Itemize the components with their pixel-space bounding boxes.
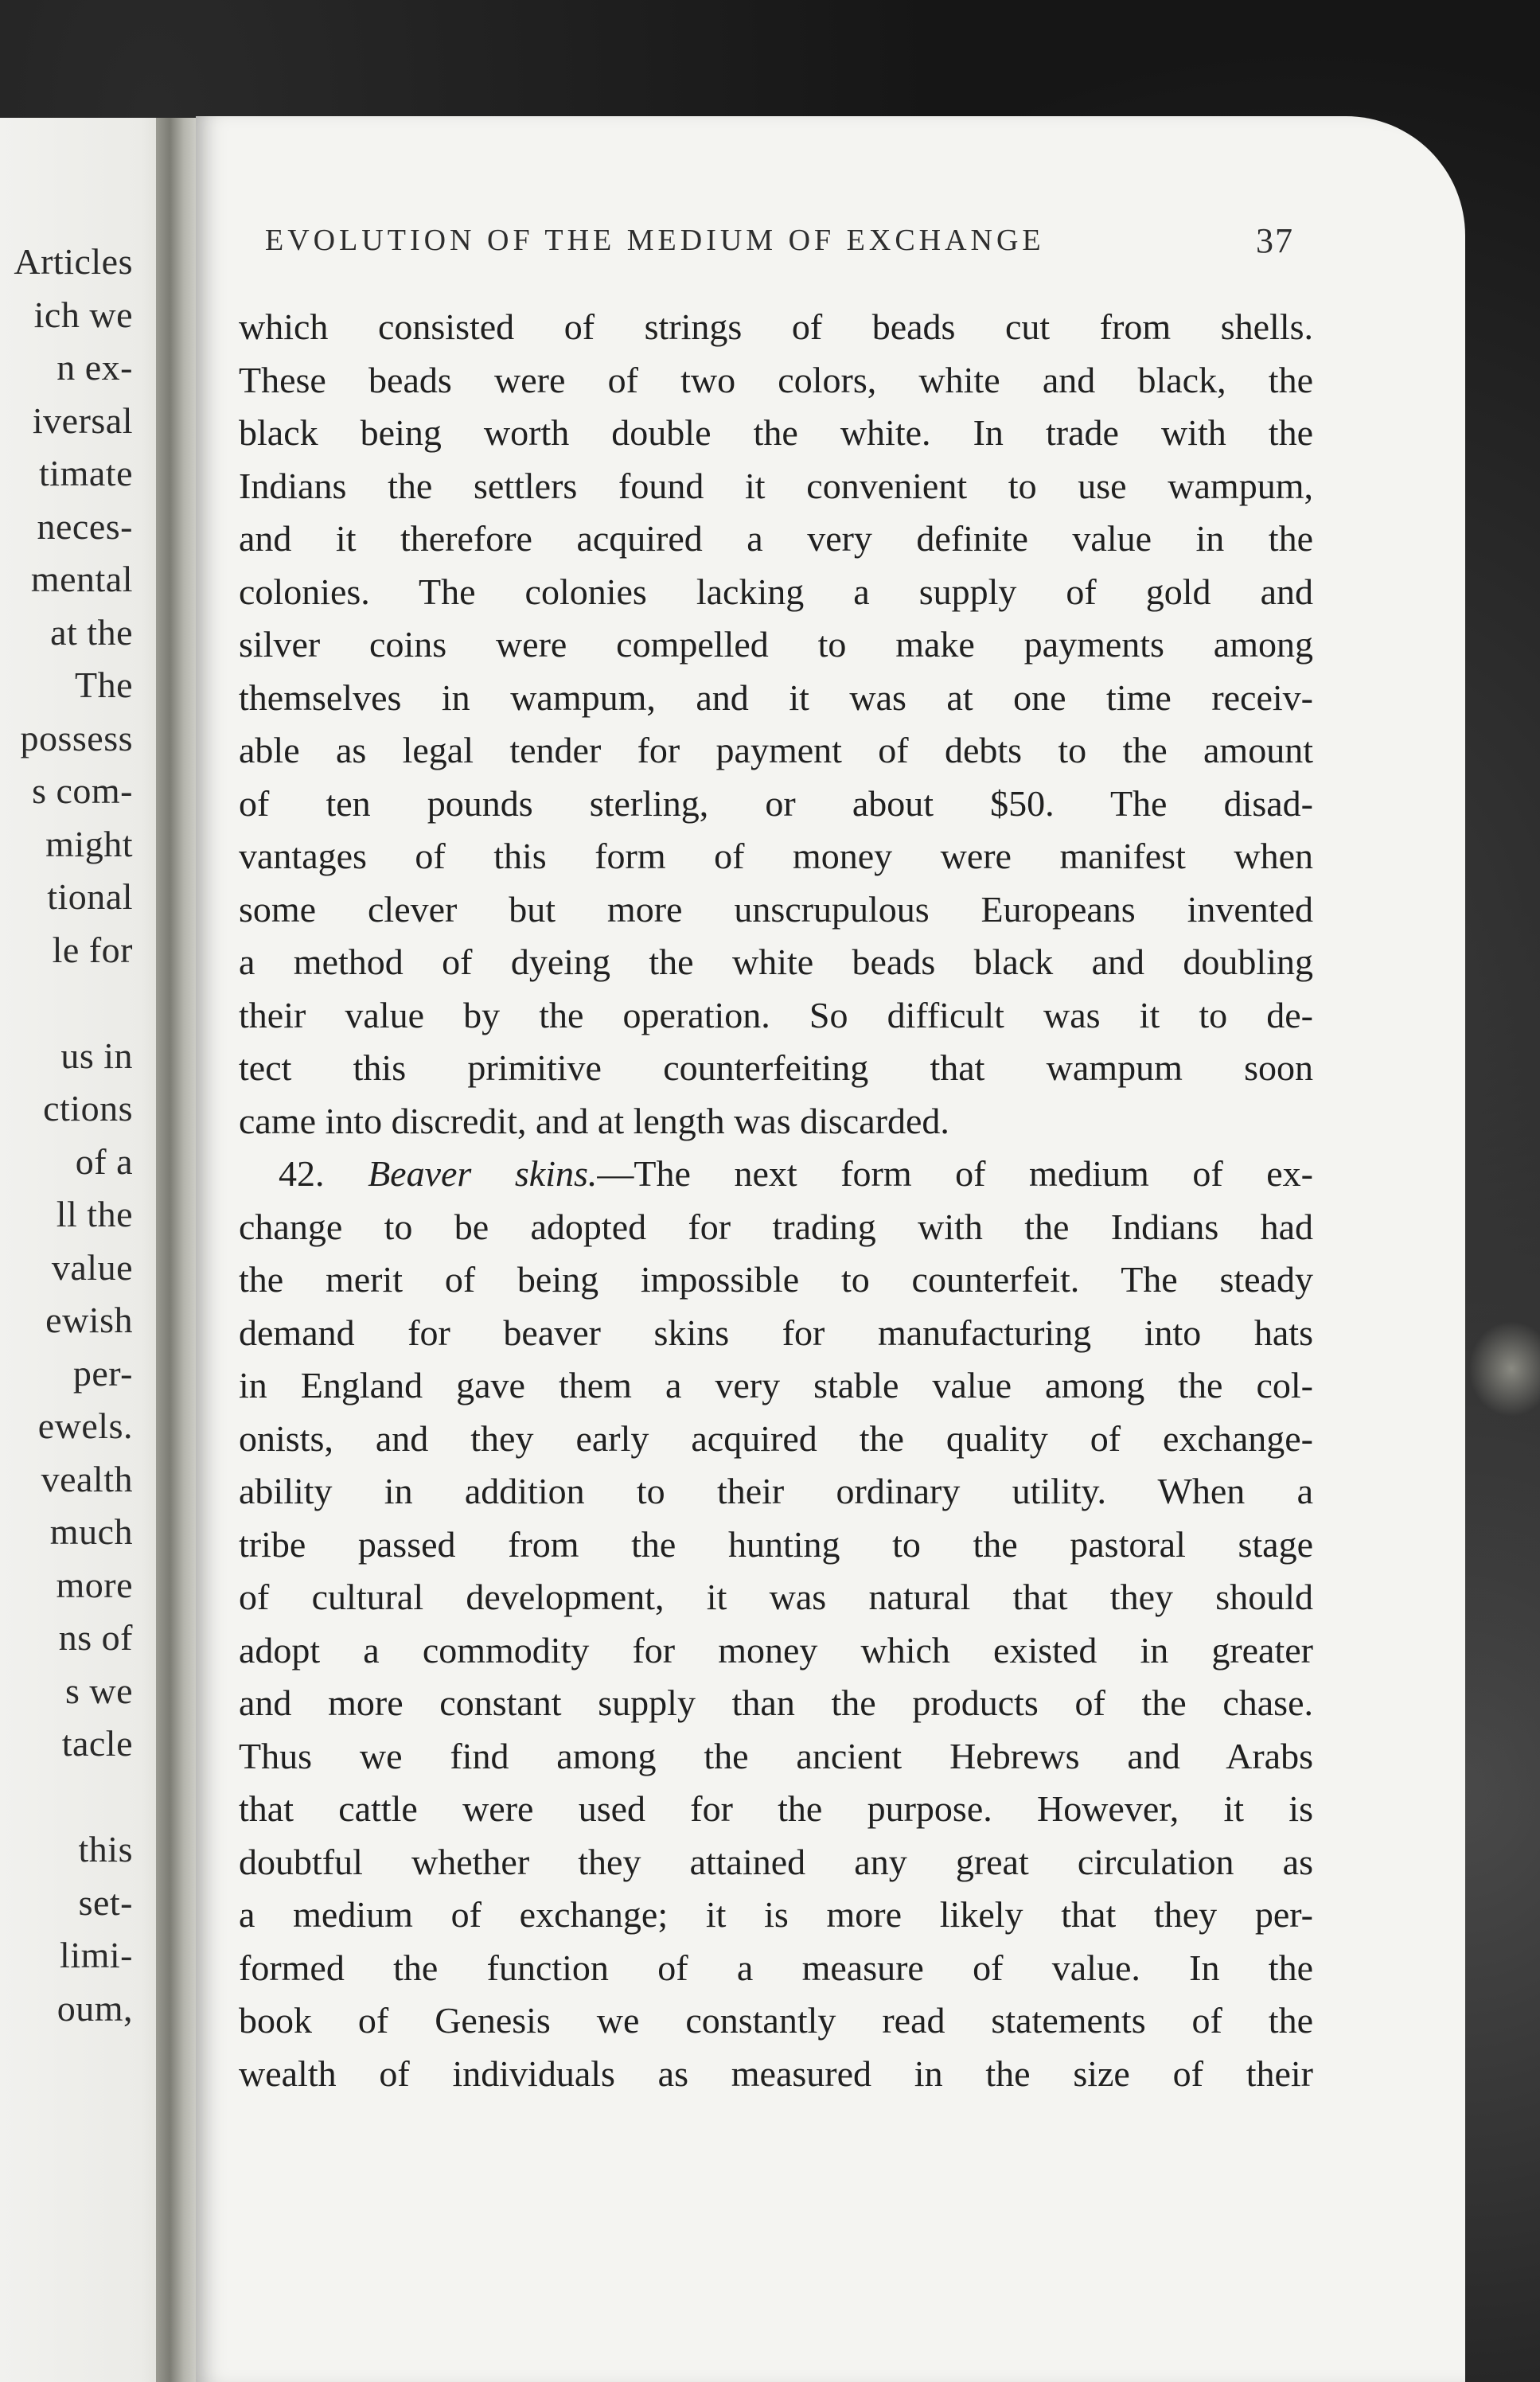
left-page-line: of a [75,1140,133,1182]
left-page-line: s com- [32,770,133,811]
left-page-line: Articles [14,241,133,282]
text-line: silver coins were compelled to make payments among [239,624,1313,665]
text-line: tribe passed from the hunting to the pastoral stage [239,1523,1313,1565]
section-first-line-text: —The next form of medium of ex- [597,1153,1313,1194]
left-page-line: timate [39,453,133,493]
section-heading-line [239,1148,1313,1201]
scan-smudge [1468,1321,1540,1417]
left-page-line: ich we [33,294,133,335]
left-page-line: limi- [60,1935,133,1975]
page-number: 37 [1256,221,1294,260]
text-line: These beads were of two colors, white and black, the [239,359,1313,400]
text-line: doubtful whether they attained any great circulation as [239,1841,1313,1882]
left-page-line: per- [72,1352,133,1394]
left-page-line: at the [50,611,133,653]
text-line: a method of dyeing the white beads black and doubling [239,941,1313,982]
left-page-line: n ex- [57,347,133,388]
text-line: of cultural development, it was natural that they should [239,1577,1313,1617]
left-page-line: ctions [43,1088,133,1129]
text-line: their value by the operation. So difficult was it to de- [239,994,1313,1035]
text-line: themselves in wampum, and it was at one time receiv- [239,676,1313,718]
text-line: wealth of individuals as measured in the size of their [239,2053,1313,2094]
text-line: black being worth double the white. In trade with the [239,412,1313,453]
left-page-line: iversal [32,400,133,441]
left-page-line: le for [52,929,133,970]
text-line: Indians the settlers found it convenient to use wampum, [239,465,1313,506]
left-page-line: ewels. [37,1405,133,1446]
left-page-line: oum, [57,1987,133,2029]
left-page-line: s we [64,1670,133,1711]
text-line: colonies. The colonies lacking a supply of gold and [239,571,1313,612]
text-line: adopt a commodity for money which existed in greater [239,1629,1313,1671]
text-line: in England gave them a very stable value among the col- [239,1365,1313,1405]
left-page-line: vealth [41,1458,133,1499]
text-line: that cattle were used for the purpose. However, it is [239,1788,1313,1829]
left-page-line: this [78,1829,133,1869]
text-line: onists, and they early acquired the quality of exchange- [239,1417,1313,1459]
section-heading: Beaver skins. [368,1153,598,1194]
left-page-line: ns of [58,1617,133,1658]
text-line: and it therefore acquired a very definite value in the [239,518,1313,559]
text-line: which consisted of strings of beads cut from shells. [239,306,1313,347]
left-page-line: neces- [37,505,133,547]
left-page-line: ewish [45,1300,133,1340]
text-line: came into discredit, and at length was discarded. [239,1100,949,1141]
text-line: formed the function of a measure of value. In the [239,1947,1313,1988]
text-line: and more constant supply than the products of the chase. [239,1682,1313,1723]
left-page-line: more [56,1564,133,1605]
left-page-line: tacle [61,1723,133,1764]
text-line: change to be adopted for trading with the Indians had [239,1206,1313,1247]
left-page-line: tional [47,876,133,917]
body-text [239,301,1313,2100]
left-page-line: The [74,665,133,705]
text-line: demand for beaver skins for manufacturing into hats [239,1312,1313,1353]
left-page-line: much [49,1511,133,1552]
text-line: of ten pounds sterling, or about $50. The disad- [239,782,1313,824]
running-head [265,220,1300,259]
left-page-line: might [45,823,133,864]
text-line: ability in addition to their ordinary utility. When a [239,1471,1313,1511]
text-line: vantages of this form of money were manifest when [239,836,1313,876]
text-line: book of Genesis we constantly read statements of the [239,2000,1313,2041]
left-page-line: ll the [56,1194,133,1234]
text-line: the merit of being impossible to counterfeit. The steady [239,1259,1313,1300]
left-page-line: set- [78,1881,133,1923]
left-page-line: us in [60,1035,133,1076]
left-page-line: mental [30,559,133,599]
left-page-line: value [51,1246,133,1288]
section-number: 42. [279,1153,368,1194]
text-line: some clever but more unscrupulous Europeans invented [239,888,1313,930]
text-line: tect this primitive counterfeiting that wampum soon [239,1047,1313,1088]
text-line: a medium of exchange; it is more likely that they per- [239,1894,1313,1935]
left-page [0,118,177,2382]
left-page-line: possess [20,717,133,758]
text-line: Thus we find among the ancient Hebrews and Arabs [239,1735,1313,1776]
running-head-title: EVOLUTION OF THE MEDIUM OF EXCHANGE [265,224,1045,257]
text-line: able as legal tender for payment of debts to the amount [239,730,1313,770]
